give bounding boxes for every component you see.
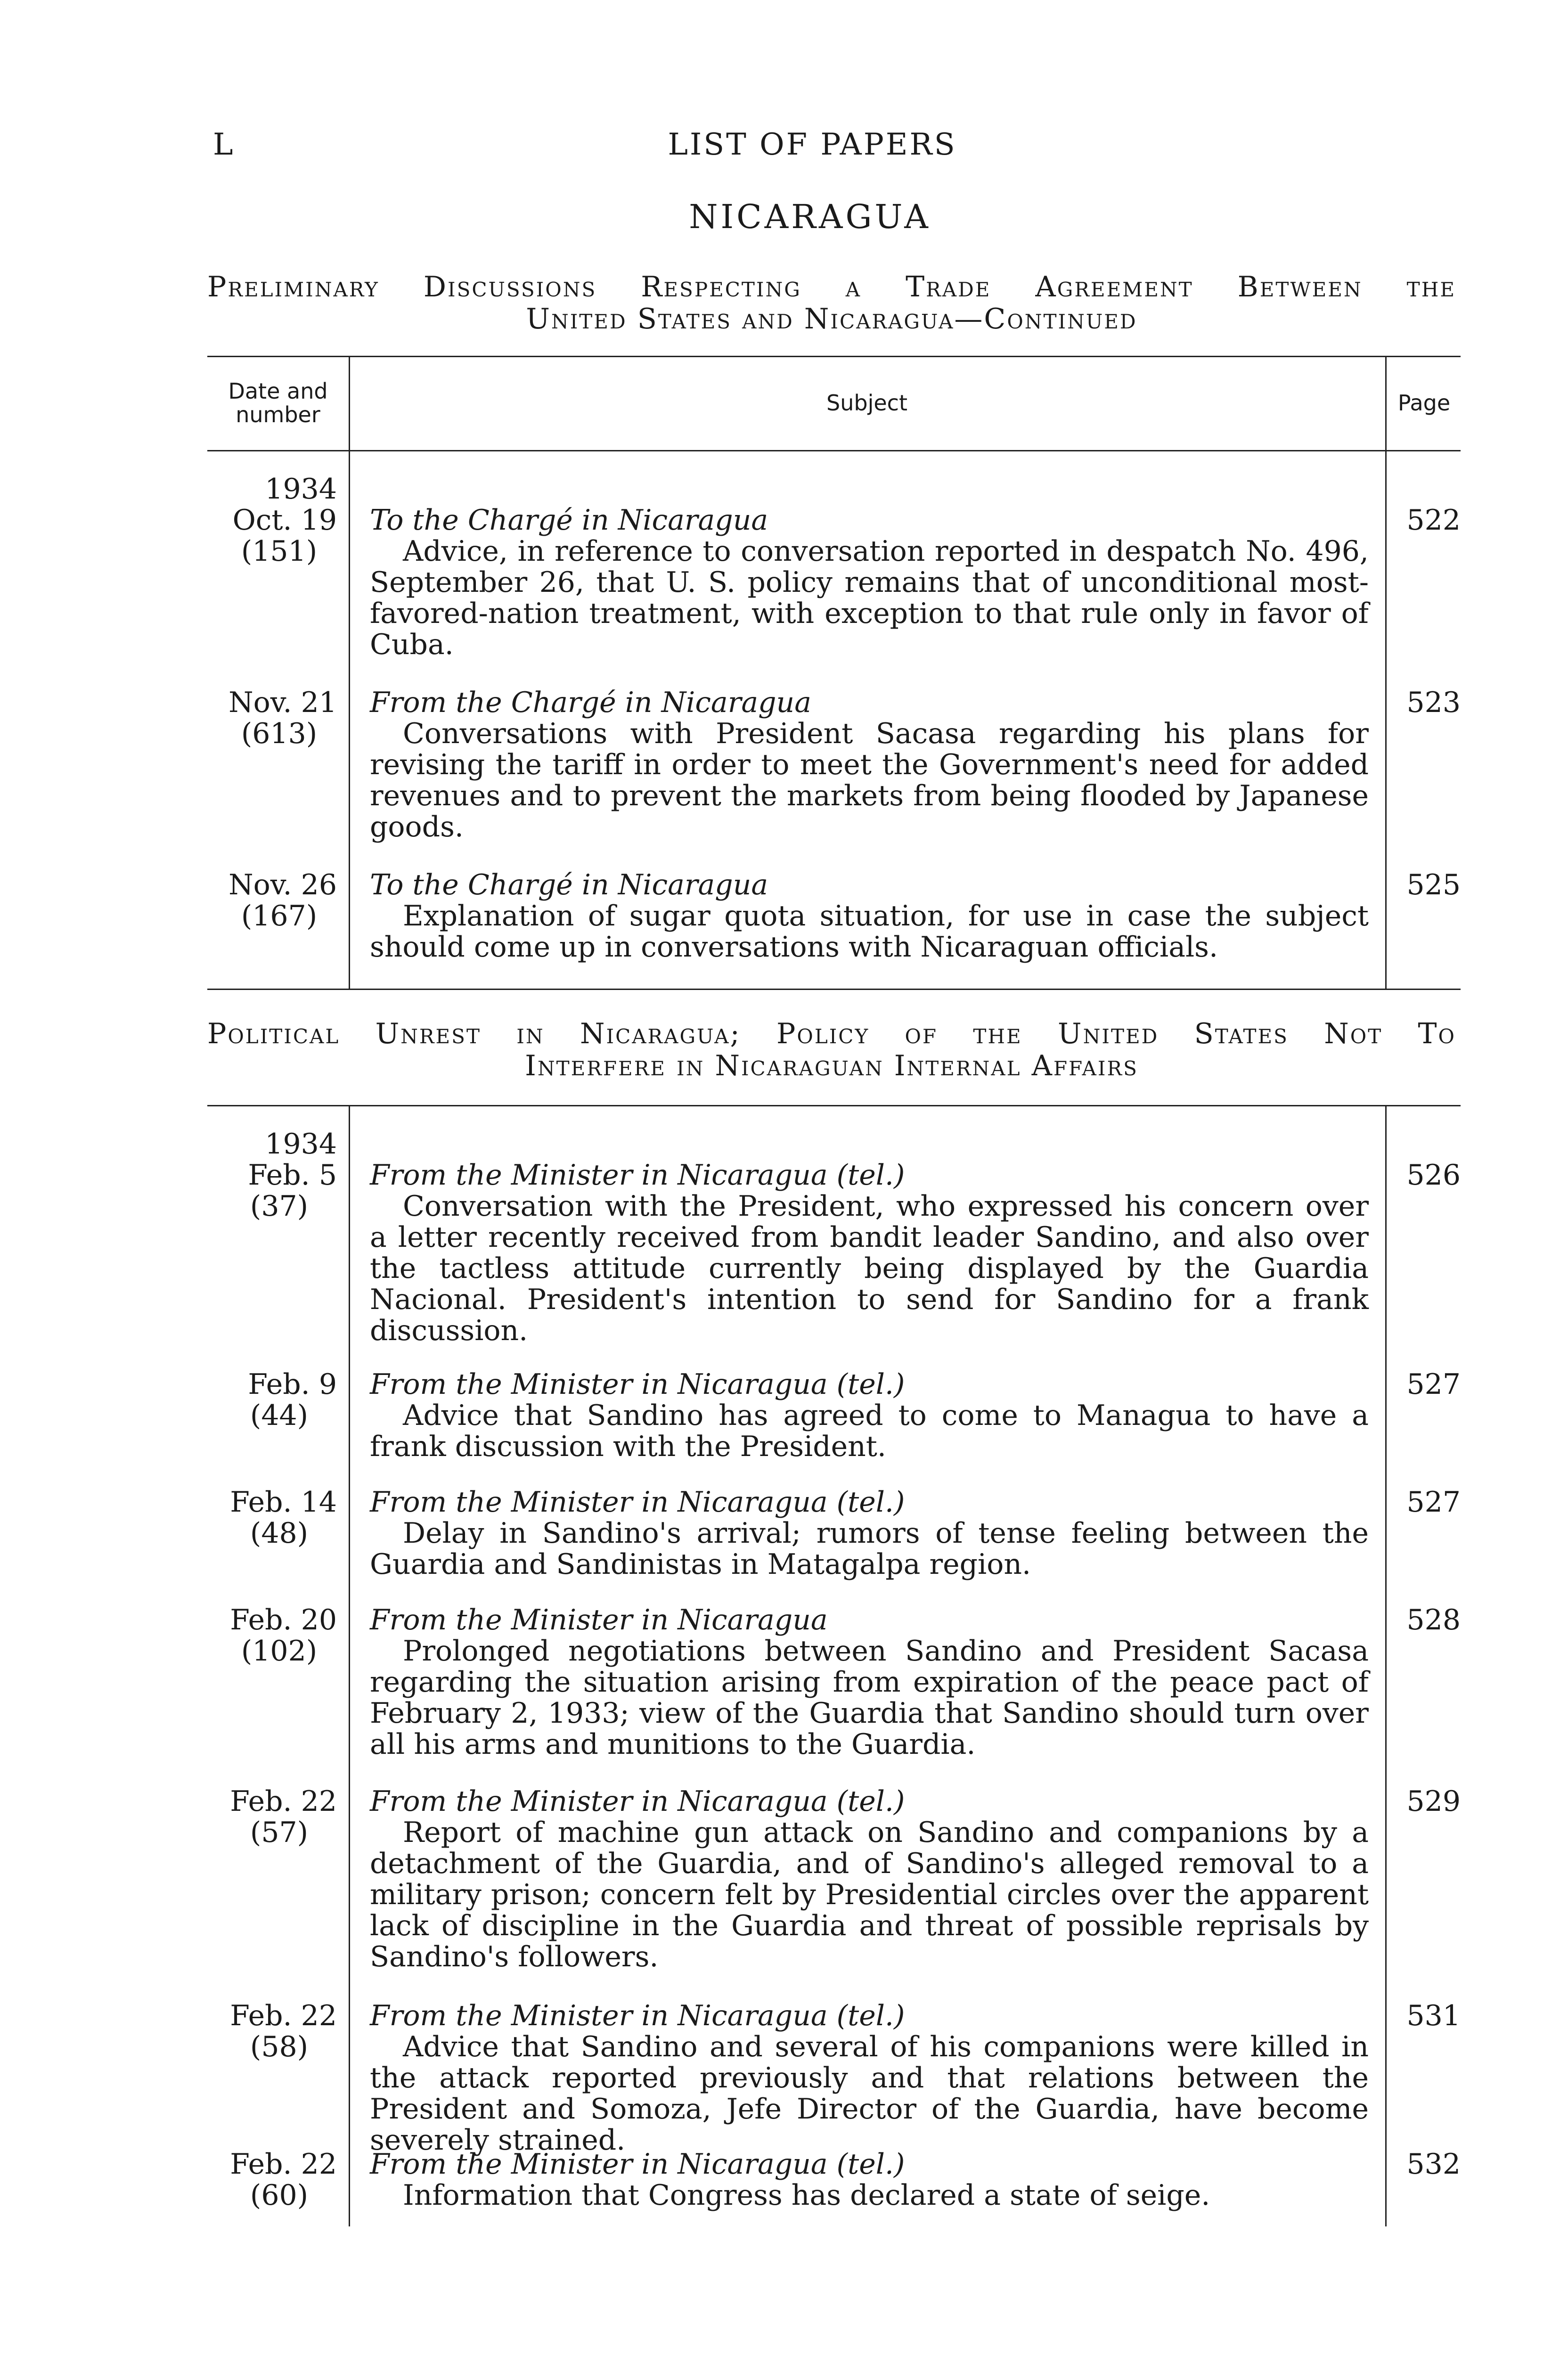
entry-page: 522	[1406, 504, 1461, 537]
entry-from: From the Minister in Nicaragua	[370, 1603, 828, 1636]
entry-description: Conversation with the President, who expressed his concern over a letter recently received from bandit leader Sandino, and also over the tactless attitude currently being displayed by the Guardia Nacional. President's intention to send for Sandino for a frank discussion.	[370, 1190, 1369, 1347]
entry-number: (57)	[250, 1816, 309, 1849]
entry-number: (613)	[241, 717, 318, 750]
entry-number: (151)	[241, 535, 318, 568]
entry-description: Information that Congress has declared a state of seige.	[403, 2179, 1210, 2212]
entry-subject	[370, 505, 1369, 660]
entry-page: 525	[1406, 868, 1461, 901]
entry-date	[207, 1604, 337, 1667]
entry-year: 1934	[265, 473, 337, 506]
section2-heading-line1: Political Unrest in Nicaragua; Policy of the United States Not To	[207, 1017, 1456, 1050]
section1-heading-line2: United States and Nicaragua—Continued	[526, 303, 1137, 335]
entry-date-value: Feb. 22	[230, 1999, 337, 2032]
entry-date-value: Feb. 9	[248, 1368, 337, 1401]
entry-description: Prolonged negotiations between Sandino and President Sacasa regarding the situation arising from expiration of the peace pact of February 2, 1933; view of the Guardia that Sandino should turn over all his arms and munitions to the Guardia.	[370, 1635, 1369, 1761]
entry-subject	[370, 869, 1369, 963]
entry-from: From the Minister in Nicaragua (tel.)	[370, 2148, 905, 2181]
entry-description: Conversations with President Sacasa regarding his plans for revising the tariff in order to meet the Government's need for added revenues and to prevent the markets from being flooded by Japanese goods.	[370, 717, 1369, 843]
entry-from: From the Minister in Nicaragua (tel.)	[370, 1368, 905, 1401]
entry-date-value: Nov. 26	[229, 868, 337, 901]
entry-date	[207, 2149, 337, 2211]
page-number-roman: L	[213, 127, 233, 162]
column-head-subject: Subject	[826, 390, 907, 416]
entry-date-value: Feb. 14	[230, 1486, 337, 1519]
entry-page: 531	[1406, 1999, 1461, 2032]
entry-description: Delay in Sandino's arrival; rumors of tense feeling between the Guardia and Sandinistas in Matagalpa region.	[370, 1517, 1369, 1581]
entry-from: From the Minister in Nicaragua (tel.)	[370, 1785, 905, 1818]
entry-number: (167)	[241, 900, 318, 933]
table2-divider-date	[349, 1105, 350, 2226]
entry-from: From the Minister in Nicaragua (tel.)	[370, 1159, 905, 1192]
section1-heading-line1: Preliminary Discussions Respecting a Trade Agreement Between the	[207, 270, 1456, 303]
entry-date-value: Nov. 21	[229, 686, 337, 719]
entry-description: Report of machine gun attack on Sandino and companions by a detachment of the Guardia, and of Sandino's alleged removal to a military prison; concern felt by Presidential circles over the apparent lack of discipline in the Guardia and threat of possible reprisals by Sandino's followers.	[370, 1816, 1369, 1973]
entry-number: (58)	[250, 2030, 309, 2063]
entry-date-value: Feb. 22	[230, 2148, 337, 2181]
entry-from: To the Chargé in Nicaragua	[370, 868, 768, 901]
entry-date	[207, 1129, 337, 1222]
entry-date	[207, 1369, 337, 1431]
entry-subject	[370, 1604, 1369, 1760]
entry-subject	[370, 2149, 1369, 2211]
entry-page: 527	[1406, 1368, 1461, 1401]
table1-divider-date	[349, 356, 350, 989]
entry-page: 523	[1406, 686, 1461, 719]
section2-heading-line2: Interfere in Nicaraguan Internal Affairs	[525, 1049, 1138, 1082]
section1-heading	[207, 271, 1456, 335]
entry-page: 528	[1406, 1603, 1461, 1636]
table1-header-rule	[207, 450, 1461, 451]
entry-subject	[370, 687, 1369, 843]
entry-from: To the Chargé in Nicaragua	[370, 504, 768, 537]
entry-description: Advice that Sandino has agreed to come to Managua to have a frank discussion with the President.	[370, 1399, 1369, 1463]
entry-number: (102)	[241, 1635, 318, 1668]
entry-subject	[370, 2000, 1369, 2156]
entry-date	[207, 1786, 337, 1848]
entry-from: From the Minister in Nicaragua (tel.)	[370, 1486, 905, 1519]
table1-bottom-rule	[207, 989, 1461, 990]
entry-subject	[370, 1369, 1369, 1462]
entry-date-value: Feb. 20	[230, 1603, 337, 1636]
entry-subject	[370, 1487, 1369, 1580]
country-heading: NICARAGUA	[689, 197, 931, 236]
entry-date-value: Oct. 19	[232, 504, 337, 537]
entry-date-value: Feb. 5	[248, 1159, 337, 1192]
entry-date	[207, 474, 337, 567]
section2-heading	[207, 1018, 1456, 1082]
entry-number: (48)	[250, 1517, 309, 1550]
entry-page: 529	[1406, 1785, 1461, 1818]
running-title: LIST OF PAPERS	[668, 127, 957, 162]
entry-date-value: Feb. 22	[230, 1785, 337, 1818]
entry-date	[207, 869, 337, 932]
table1-top-rule	[207, 356, 1461, 357]
table2-top-rule	[207, 1105, 1461, 1106]
entry-date	[207, 2000, 337, 2062]
column-head-date: Date and number	[228, 378, 328, 427]
entry-subject	[370, 1160, 1369, 1346]
entry-description: Advice, in reference to conversation reported in despatch No. 496, September 26, that U. S. policy remains that of unconditional most-favored-nation treatment, with exception to that rule only in favor of Cuba.	[370, 535, 1369, 661]
entry-subject	[370, 1786, 1369, 1972]
entry-year: 1934	[265, 1128, 337, 1161]
entry-description: Advice that Sandino and several of his companions were killed in the attack reported previously and that relations between the President and Somoza, Jefe Director of the Guardia, have become severely strained.	[370, 2030, 1369, 2157]
entry-date	[207, 1487, 337, 1549]
entry-from: From the Chargé in Nicaragua	[370, 686, 811, 719]
column-head-page: Page	[1397, 390, 1451, 416]
entry-page: 526	[1406, 1159, 1461, 1192]
entry-description: Explanation of sugar quota situation, for use in case the subject should come up in conversations with Nicaraguan officials.	[370, 900, 1369, 964]
entry-page: 532	[1406, 2148, 1461, 2181]
entry-from: From the Minister in Nicaragua (tel.)	[370, 1999, 905, 2032]
entry-number: (44)	[250, 1399, 309, 1432]
entry-date	[207, 687, 337, 749]
entry-page: 527	[1406, 1486, 1461, 1519]
table1-divider-page	[1385, 356, 1387, 989]
table2-divider-page	[1385, 1105, 1387, 2226]
entry-number: (60)	[250, 2179, 309, 2212]
entry-number: (37)	[250, 1190, 309, 1223]
